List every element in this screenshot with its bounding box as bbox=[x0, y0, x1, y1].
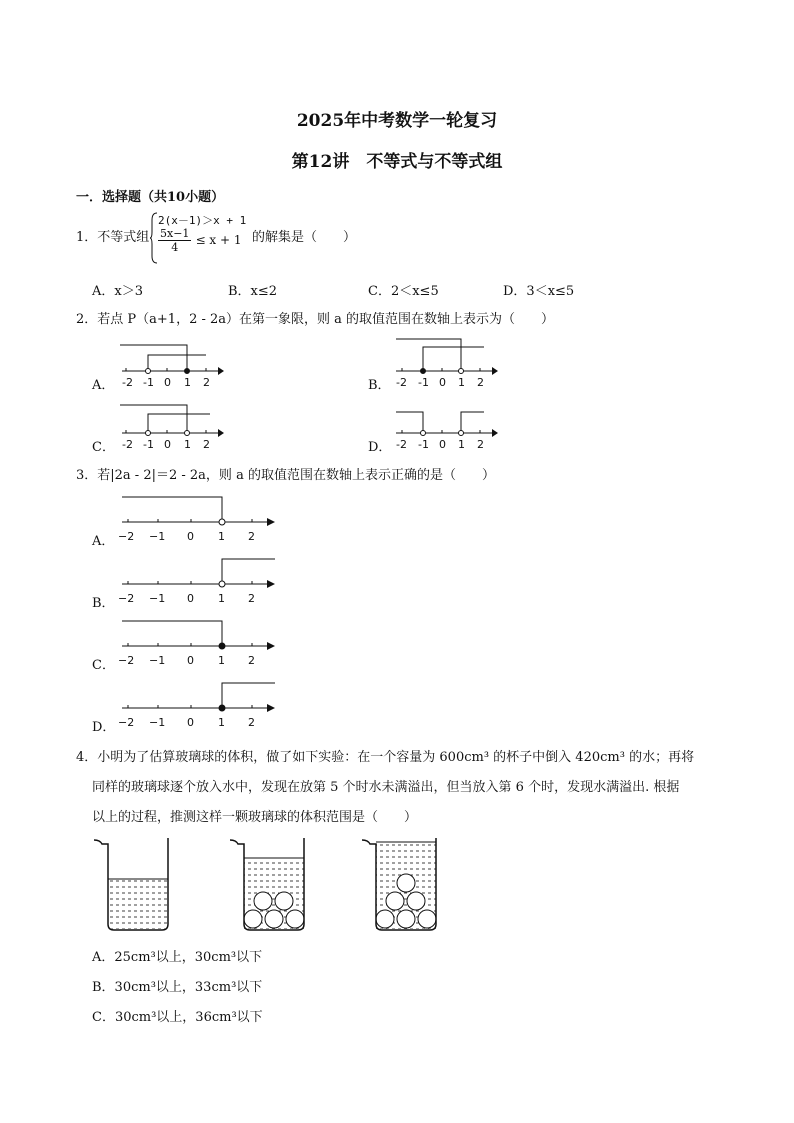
q2-option-b-label[interactable]: B． bbox=[368, 378, 391, 393]
q1-option-a[interactable]: A．x＞3 bbox=[92, 284, 143, 299]
q3d-tick-2: 2 bbox=[248, 716, 255, 729]
q2d-tick-n2: -2 bbox=[396, 438, 407, 451]
q2-option-b-numberline[interactable] bbox=[388, 334, 503, 390]
beaker-1 bbox=[94, 838, 168, 930]
q2b-tick-1: 1 bbox=[458, 376, 465, 389]
q2c-tick-0: 0 bbox=[164, 438, 171, 451]
q2-stem: 2．若点 P（a+1，2 - 2a）在第一象限，则 a 的取值范围在数轴上表示为（ ） bbox=[76, 312, 555, 327]
q4-stem-line-3: 以上的过程，推测这样一颗玻璃球的体积范围是（ ） bbox=[92, 810, 418, 825]
q2-option-d-label[interactable]: D． bbox=[368, 440, 392, 455]
q1-option-b[interactable]: B．x≤2 bbox=[228, 284, 278, 299]
q3c-tick-n1: −1 bbox=[149, 654, 166, 667]
q3a-tick-n2: −2 bbox=[118, 530, 135, 543]
q3b-tick-n2: −2 bbox=[118, 592, 135, 605]
q1-inequality-1: 2(x－1)＞x + 1 bbox=[158, 214, 247, 227]
q2d-tick-0: 0 bbox=[439, 438, 446, 451]
q3d-tick-0: 0 bbox=[187, 716, 194, 729]
q2-option-c-numberline[interactable] bbox=[112, 400, 227, 452]
q4-beakers-figure bbox=[92, 836, 462, 936]
beaker-3 bbox=[362, 838, 436, 930]
beaker-2 bbox=[230, 838, 304, 930]
q2-option-a-label[interactable]: A． bbox=[92, 378, 115, 393]
q3-option-c-numberline[interactable] bbox=[112, 618, 282, 670]
page-subtitle: 第12讲 不等式与不等式组 bbox=[291, 152, 503, 172]
q1-prefix: 1．不等式组 bbox=[76, 230, 150, 245]
q3-stem: 3．若|2a - 2|＝2 - 2a，则 a 的取值范围在数轴上表示正确的是（ ） bbox=[76, 468, 495, 483]
q2a-tick-0: 0 bbox=[164, 376, 171, 389]
q2-option-c-label[interactable]: C． bbox=[92, 440, 115, 455]
q3-option-c-label[interactable]: C． bbox=[92, 658, 115, 673]
q2b-tick-0: 0 bbox=[439, 376, 446, 389]
q3a-tick-2: 2 bbox=[248, 530, 255, 543]
page-title: 2025年中考数学一轮复习 bbox=[296, 111, 498, 131]
q3c-tick-1: 1 bbox=[218, 654, 225, 667]
q3c-tick-2: 2 bbox=[248, 654, 255, 667]
q4-option-b[interactable]: B．30cm³以上，33cm³以下 bbox=[92, 980, 263, 995]
q3-option-d-numberline[interactable] bbox=[112, 680, 282, 732]
q3a-tick-n1: −1 bbox=[149, 530, 166, 543]
q2c-tick-2: 2 bbox=[203, 438, 210, 451]
q3d-tick-n2: −2 bbox=[118, 716, 135, 729]
q4-stem-line-1: 4．小明为了估算玻璃球的体积，做了如下实验：在一个容量为 600cm³ 的杯子中倒入 420cm³ 的水；再将 bbox=[76, 750, 695, 765]
q3-option-a-numberline[interactable] bbox=[112, 494, 282, 546]
q2b-tick-2: 2 bbox=[477, 376, 484, 389]
q2d-tick-n1: -1 bbox=[418, 438, 429, 451]
q3-option-b-label[interactable]: B． bbox=[92, 596, 115, 611]
q3b-tick-2: 2 bbox=[248, 592, 255, 605]
q3a-tick-0: 0 bbox=[187, 530, 194, 543]
q1-inequality-2 bbox=[158, 227, 242, 254]
q3b-tick-n1: −1 bbox=[149, 592, 166, 605]
q2c-tick-n1: -1 bbox=[143, 438, 154, 451]
q1-frac-den: 4 bbox=[171, 241, 179, 254]
q3-option-d-label[interactable]: D． bbox=[92, 720, 116, 735]
q2c-tick-1: 1 bbox=[184, 438, 191, 451]
q2b-tick-n2: -2 bbox=[396, 376, 407, 389]
section-heading: 一．选择题（共10小题） bbox=[76, 190, 225, 205]
q3a-tick-1: 1 bbox=[218, 530, 225, 543]
q3-option-b-numberline[interactable] bbox=[112, 556, 282, 608]
q3b-tick-1: 1 bbox=[218, 592, 225, 605]
q2-option-d-numberline[interactable] bbox=[388, 404, 503, 452]
q1-option-d[interactable]: D．3＜x≤5 bbox=[503, 284, 575, 299]
q2a-tick-1: 1 bbox=[184, 376, 191, 389]
q4-option-a[interactable]: A．25cm³以上，30cm³以下 bbox=[92, 950, 263, 965]
q3d-tick-1: 1 bbox=[218, 716, 225, 729]
q2d-tick-1: 1 bbox=[458, 438, 465, 451]
q2d-tick-2: 2 bbox=[477, 438, 484, 451]
q3c-tick-0: 0 bbox=[187, 654, 194, 667]
q2b-tick-n1: -1 bbox=[418, 376, 429, 389]
q1-inequality-2-rest: ≤ x + 1 bbox=[195, 233, 242, 247]
q2a-tick-n1: -1 bbox=[143, 376, 154, 389]
q1-suffix: 的解集是（ ） bbox=[252, 230, 357, 245]
q2c-tick-n2: -2 bbox=[122, 438, 133, 451]
q1-option-c[interactable]: C．2＜x≤5 bbox=[368, 284, 439, 299]
q2-option-a-numberline[interactable] bbox=[112, 340, 227, 390]
q4-stem-line-2: 同样的玻璃球逐个放入水中，发现在放第 5 个时水未满溢出，但当放入第 6 个时，发现水满溢出. 根据 bbox=[92, 780, 680, 795]
q2a-tick-2: 2 bbox=[203, 376, 210, 389]
q3c-tick-n2: −2 bbox=[118, 654, 135, 667]
q1-frac-num: 5x−1 bbox=[160, 227, 190, 240]
q3b-tick-0: 0 bbox=[187, 592, 194, 605]
q2a-tick-n2: -2 bbox=[122, 376, 133, 389]
q4-option-c[interactable]: C．30cm³以上，36cm³以下 bbox=[92, 1010, 263, 1025]
q1-brace bbox=[150, 212, 158, 264]
q3d-tick-n1: −1 bbox=[149, 716, 166, 729]
q3-option-a-label[interactable]: A． bbox=[92, 534, 115, 549]
